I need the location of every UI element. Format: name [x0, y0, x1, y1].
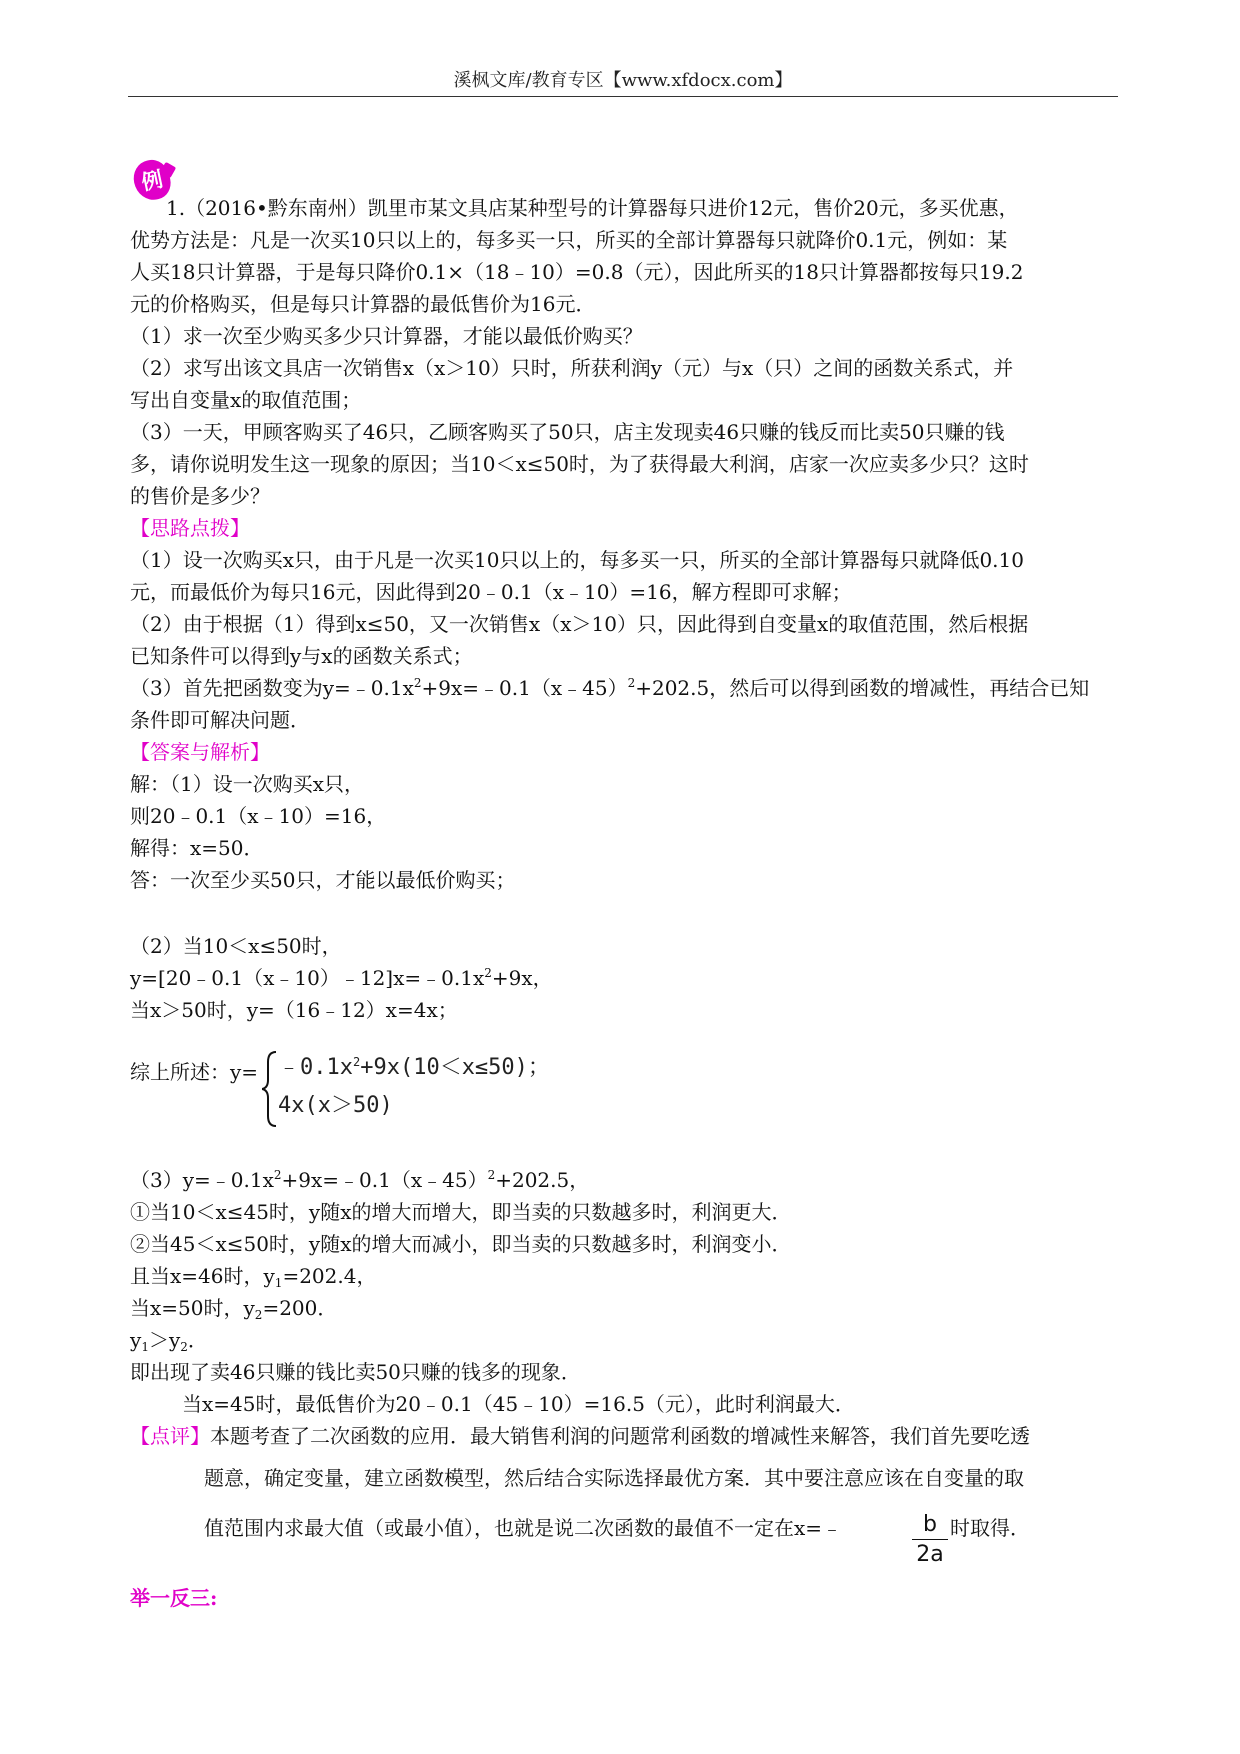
answer-part3-8: 当x=45时，最低售价为20﹣0.1（45﹣10）=16.5（元），此时利润最大．: [182, 1392, 855, 1416]
question-3a: （3）一天，甲顾客购买了46只，乙顾客购买了50只，店主发现卖46只赚的钱反而比卖50只赚的钱: [130, 420, 1005, 444]
problem-line-1: 1.（2016•黔东南州）凯里市某文具店某种型号的计算器每只进价12元，售价20元，多买优惠，: [166, 196, 1019, 220]
hint-3b: 条件即可解决问题．: [130, 708, 310, 732]
hint-2a: （2）由于根据（1）得到x≤50，又一次销售x（x＞10）只，因此得到自变量x的取值范围，然后根据: [130, 612, 1029, 636]
answer-part3-3: ②当45＜x≤50时，y随x的增大而减小，即当卖的只数越多时，利润变小．: [130, 1232, 792, 1256]
answer-part3-7: 即出现了卖46只赚的钱比卖50只赚的钱多的现象．: [130, 1360, 581, 1384]
problem-line-4: 元的价格购买，但是每只计算器的最低售价为16元．: [130, 292, 596, 316]
page-header: 溪枫文库/教育专区【www.xfdocx.com】: [453, 70, 793, 91]
question-2a: （2）求写出该文具店一次销售x（x＞10）只时，所获利润y（元）与x（只）之间的函数关系式，并: [130, 356, 1014, 380]
example-badge-icon: 例: [130, 157, 174, 204]
practice-title: 举一反三:: [130, 1586, 218, 1610]
piecewise-case-1: $﹣0.1x^2+9x(10<x\le 50)$；: [278, 1055, 550, 1080]
answer-2: 则20﹣0.1（x﹣10）=16，: [130, 804, 387, 828]
answer-summary-label: 综上所述：y=: [130, 1060, 259, 1084]
answer-4: 答：一次至少买50只，才能以最低价购买；: [130, 868, 516, 892]
answer-part3-5: 当x=50时，$y_2=200$．: [130, 1296, 338, 1322]
problem-line-3: 人买18只计算器，于是每只降价0.1×（18﹣10）=0.8（元），因此所买的18只计算器都按每只19.2: [130, 260, 1024, 284]
problem-line-2: 优势方法是：凡是一次买10只以上的，每多买一只，所买的全部计算器每只就降价0.1元，例如：某: [130, 228, 1008, 252]
comment-line-1: 【点评】本题考查了二次函数的应用．最大销售利润的问题常利函数的增减性来解答，我们首先要吃透: [130, 1424, 1030, 1448]
answer-part3-4: 且当x=46时，$y_1=202.4$，: [130, 1264, 377, 1290]
question-1: （1）求一次至少购买多少只计算器，才能以最低价购买？: [130, 324, 643, 348]
hint-1a: （1）设一次购买x只，由于凡是一次买10只以上的，每多买一只，所买的全部计算器每只就降低0.10: [130, 548, 1024, 572]
piecewise-case-2: 4x(x＞50): [278, 1093, 393, 1118]
question-3b: 多，请你说明发生这一现象的原因；当10＜x≤50时，为了获得最大利润，店家一次应卖多少只？这时: [130, 452, 1029, 476]
hint-title: 【思路点拨】: [130, 516, 250, 540]
answer-part3-6: $y_1>y_2$．: [130, 1328, 208, 1354]
answer-3: 解得：x=50．: [130, 836, 264, 860]
header-divider: [128, 96, 1118, 97]
answer-part3-1: $(3)y=﹣0.1x^2+9x=﹣0.1(x﹣45)^2+202.5$，: [130, 1168, 590, 1192]
hint-1b: 元，而最低价为每只16元，因此得到20﹣0.1（x﹣10）=16，解方程即可求解；: [130, 580, 852, 604]
answer-part2-2: $y=[20﹣0.1(x﹣10)﹣12]x=﹣0.1x^2+9x$，: [130, 966, 553, 990]
answer-1: 解：（1）设一次购买x只，: [130, 772, 365, 796]
comment-line-3-end: 时取得．: [950, 1516, 1030, 1540]
question-3c: 的售价是多少？: [130, 484, 270, 508]
question-2b: 写出自变量x的取值范围；: [130, 388, 362, 412]
answer-part2-3: 当x＞50时，y=（16﹣12）x=4x；: [130, 998, 458, 1022]
answer-title: 【答案与解析】: [130, 740, 270, 764]
fraction-b-over-2a: b 2a: [912, 1512, 948, 1567]
comment-line-2: 题意，确定变量，建立函数模型，然后结合实际选择最优方案．其中要注意应该在自变量的取: [204, 1466, 1024, 1490]
answer-part3-2: ①当10＜x≤45时，y随x的增大而增大，即当卖的只数越多时，利润更大．: [130, 1200, 792, 1224]
answer-part2-1: （2）当10＜x≤50时，: [130, 934, 342, 958]
comment-title: 【点评】: [130, 1424, 210, 1448]
hint-3a: （3）首先把函数变为$y=﹣0.1x^2+9x=﹣0.1(x﹣45)^2+202.5$，然后可以得到函数的增减性，再结合已知: [130, 676, 1090, 700]
comment-line-3: 值范围内求最大值（或最小值），也就是说二次函数的最值不一定在x=﹣: [204, 1516, 843, 1540]
hint-2b: 已知条件可以得到y与x的函数关系式；: [130, 644, 473, 668]
